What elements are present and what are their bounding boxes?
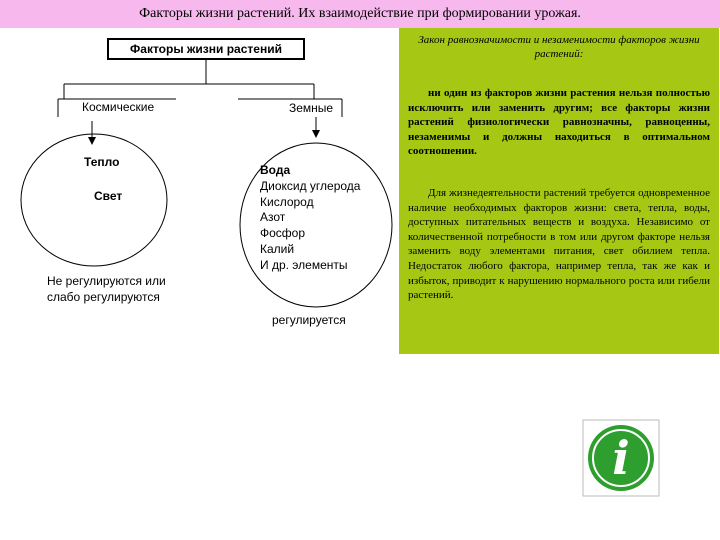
earth-item: Калий bbox=[260, 241, 295, 256]
info-icon[interactable] bbox=[581, 418, 661, 498]
earth-item: И др. элементы bbox=[260, 257, 348, 272]
earth-item: Диоксид углерода bbox=[260, 178, 361, 193]
earth-items bbox=[260, 163, 360, 274]
root-label: Факторы жизни растений bbox=[130, 42, 282, 56]
earth-item: Вода bbox=[260, 163, 291, 177]
cosmic-label: Космические bbox=[82, 100, 155, 114]
info-icon-glyph: i bbox=[612, 431, 630, 485]
earth-item: Фосфор bbox=[260, 226, 306, 241]
law-paragraph-1: ни один из факторов жизни растения нельзя полностью исключить или заменить другим; все факторы жизни растений физиологически равнозначны, равноценны, незаменимы и должны находиться в оптимальном соотношении. bbox=[408, 87, 710, 158]
law-title: Закон равнозначимости и незаменимости факторов жизни растений: bbox=[418, 34, 700, 60]
page-title: Факторы жизни растений. Их взаимодействие при формировании урожая. bbox=[139, 6, 581, 21]
cosmic-item: Свет bbox=[94, 189, 123, 203]
earth-label: Земные bbox=[289, 101, 334, 115]
law-paragraph-2: Для жизнедеятельности растений требуется одновременное наличие необходимых факторов жизни: света, тепла, воды, доступных питательных веществ и воздуха. Независимо от количественной потребности в том или другом факторе нельзя заменить воду элементами питания, свет обилием тепла. Недостаток любого фактора, например тепла, так же как и избыток, приводит к нарушению нормального роста или гибели растений. bbox=[408, 187, 710, 302]
earth-note: регулируется bbox=[272, 313, 346, 327]
cosmic-arrowhead bbox=[88, 137, 96, 145]
earth-item: Азот bbox=[260, 210, 286, 225]
earth-item: Кислород bbox=[260, 194, 314, 209]
cosmic-item: Тепло bbox=[84, 155, 120, 169]
cosmic-items bbox=[84, 154, 122, 204]
earth-arrowhead bbox=[312, 130, 320, 138]
cosmic-note: Не регулируются или слабо регулируются bbox=[47, 274, 166, 304]
